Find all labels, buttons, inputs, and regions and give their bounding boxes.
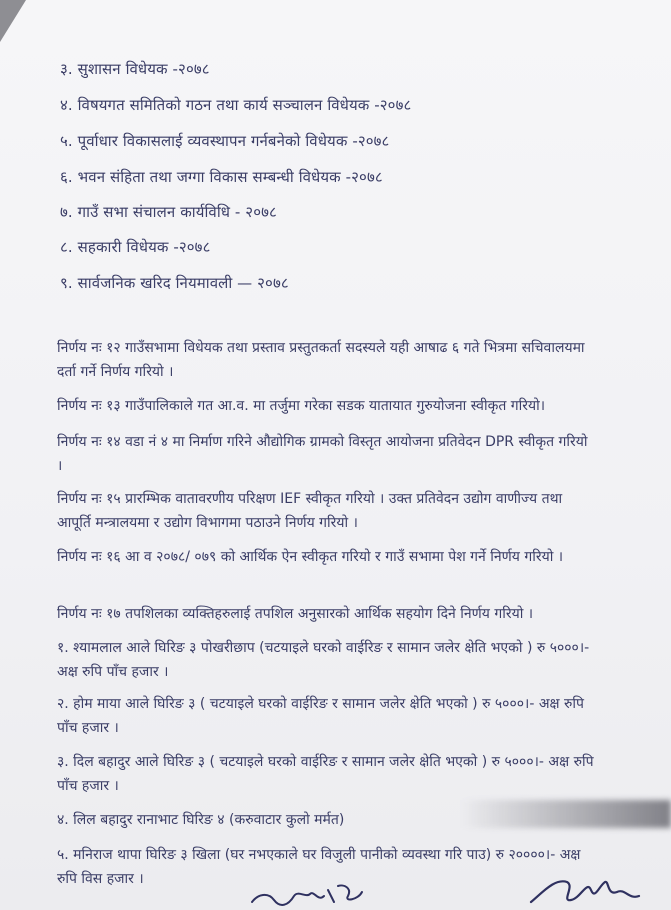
signature-left <box>248 880 368 910</box>
decision-14: निर्णय नः १४ वडा नं ४ मा निर्माण गरिने औद्योगिक ग्रामको विस्तृत आयोजना प्रतिवेदन DPR स्वीकृत गरियो । <box>57 434 588 474</box>
bill-item: ३. सुशासन विधेयक -२०७८ <box>60 60 210 78</box>
assistance-item: ५. मनिराज थापा घिरिङ ३ खिला (घर नभएकाले घर विजुली पानीको व्यवस्था गरि पाउ) रु २००००।- अक्ष रुपि विस हजार । <box>57 847 581 887</box>
assistance-item: ४. लिल बहादुर रानाभाट घिरिङ ४ (करुवाटार कुलो मर्मत) <box>57 812 345 828</box>
signature-right <box>525 872 645 910</box>
scan-shadow <box>461 800 671 828</box>
bill-item: ८. सहकारी विधेयक -२०७८ <box>60 238 211 256</box>
decision-17: निर्णय नः १७ तपशिलका व्यक्तिहरुलाई तपशिल अनुसारको आर्थिक सहयोग दिने निर्णय गरियो । <box>57 606 534 622</box>
folded-corner <box>0 0 26 42</box>
decision-15: निर्णय नः १५ प्रारम्भिक वातावरणीय परिक्षण IEF स्वीकृत गरियो । उक्त प्रतिवेदन उद्योग वाणीज्य तथा आपूर्ति मन्त्रालयमा र उद्योग विभागमा पठाउने निर्णय गरियो । <box>57 491 563 531</box>
bill-item: ७. गाउँ सभा संचालन कार्यविधि - २०७८ <box>60 203 277 221</box>
assistance-item: २. होम माया आले घिरिङ ३ ( चटयाइले घरको वाईरिङ र सामान जलेर क्षेति भएको ) रु ५०००।- अक्ष रुपि पाँच हजार । <box>57 696 584 736</box>
bill-item: ४. विषयगत समितिको गठन तथा कार्य सञ्चालन विधेयक -२०७८ <box>60 96 412 114</box>
assistance-item: १. श्यामलाल आले घिरिङ ३ पोखरीछाप (चटयाइले घरको वाईरिङ र सामान जलेर क्षेति भएको ) रु ५०००।- अक्ष रुपि पाँच हजार । <box>57 640 590 680</box>
bill-item: ६. भवन संहिता तथा जग्गा विकास सम्बन्धी विधेयक -२०७८ <box>60 168 383 186</box>
decision-16: निर्णय नः १६ आ व २०७८/ ०७९ को आर्थिक ऐन स्वीकृत गरियो र गाउँ सभामा पेश गर्ने निर्णय गरियो । <box>57 549 564 565</box>
assistance-item: ३. दिल बहादुर आले घिरिङ ३ ( चटयाइले घरको वाईरिङ र सामान जलेर क्षेति भएको ) रु ५०००।- अक्ष रुपि पाँच हजार । <box>57 754 594 794</box>
bill-item: ५. पूर्वाधार विकासलाई व्यवस्थापन गर्नबनेको विधेयक -२०७८ <box>60 132 390 150</box>
decision-13: निर्णय नः १३ गाउँपालिकाले गत आ.व. मा तर्जुमा गरेका सडक यातायात गुरुयोजना स्वीकृत गरियो। <box>57 398 546 414</box>
decision-12: निर्णय नः १२ गाउँसभामा विधेयक तथा प्रस्ताव प्रस्तुतकर्ता सदस्यले यही आषाढ ६ गते भित्रमा सचिवालयमा दर्ता गर्ने निर्णय गरियो । <box>57 340 585 380</box>
bill-item: ९. सार्वजनिक खरिद नियमावली — २०७८ <box>60 274 289 292</box>
